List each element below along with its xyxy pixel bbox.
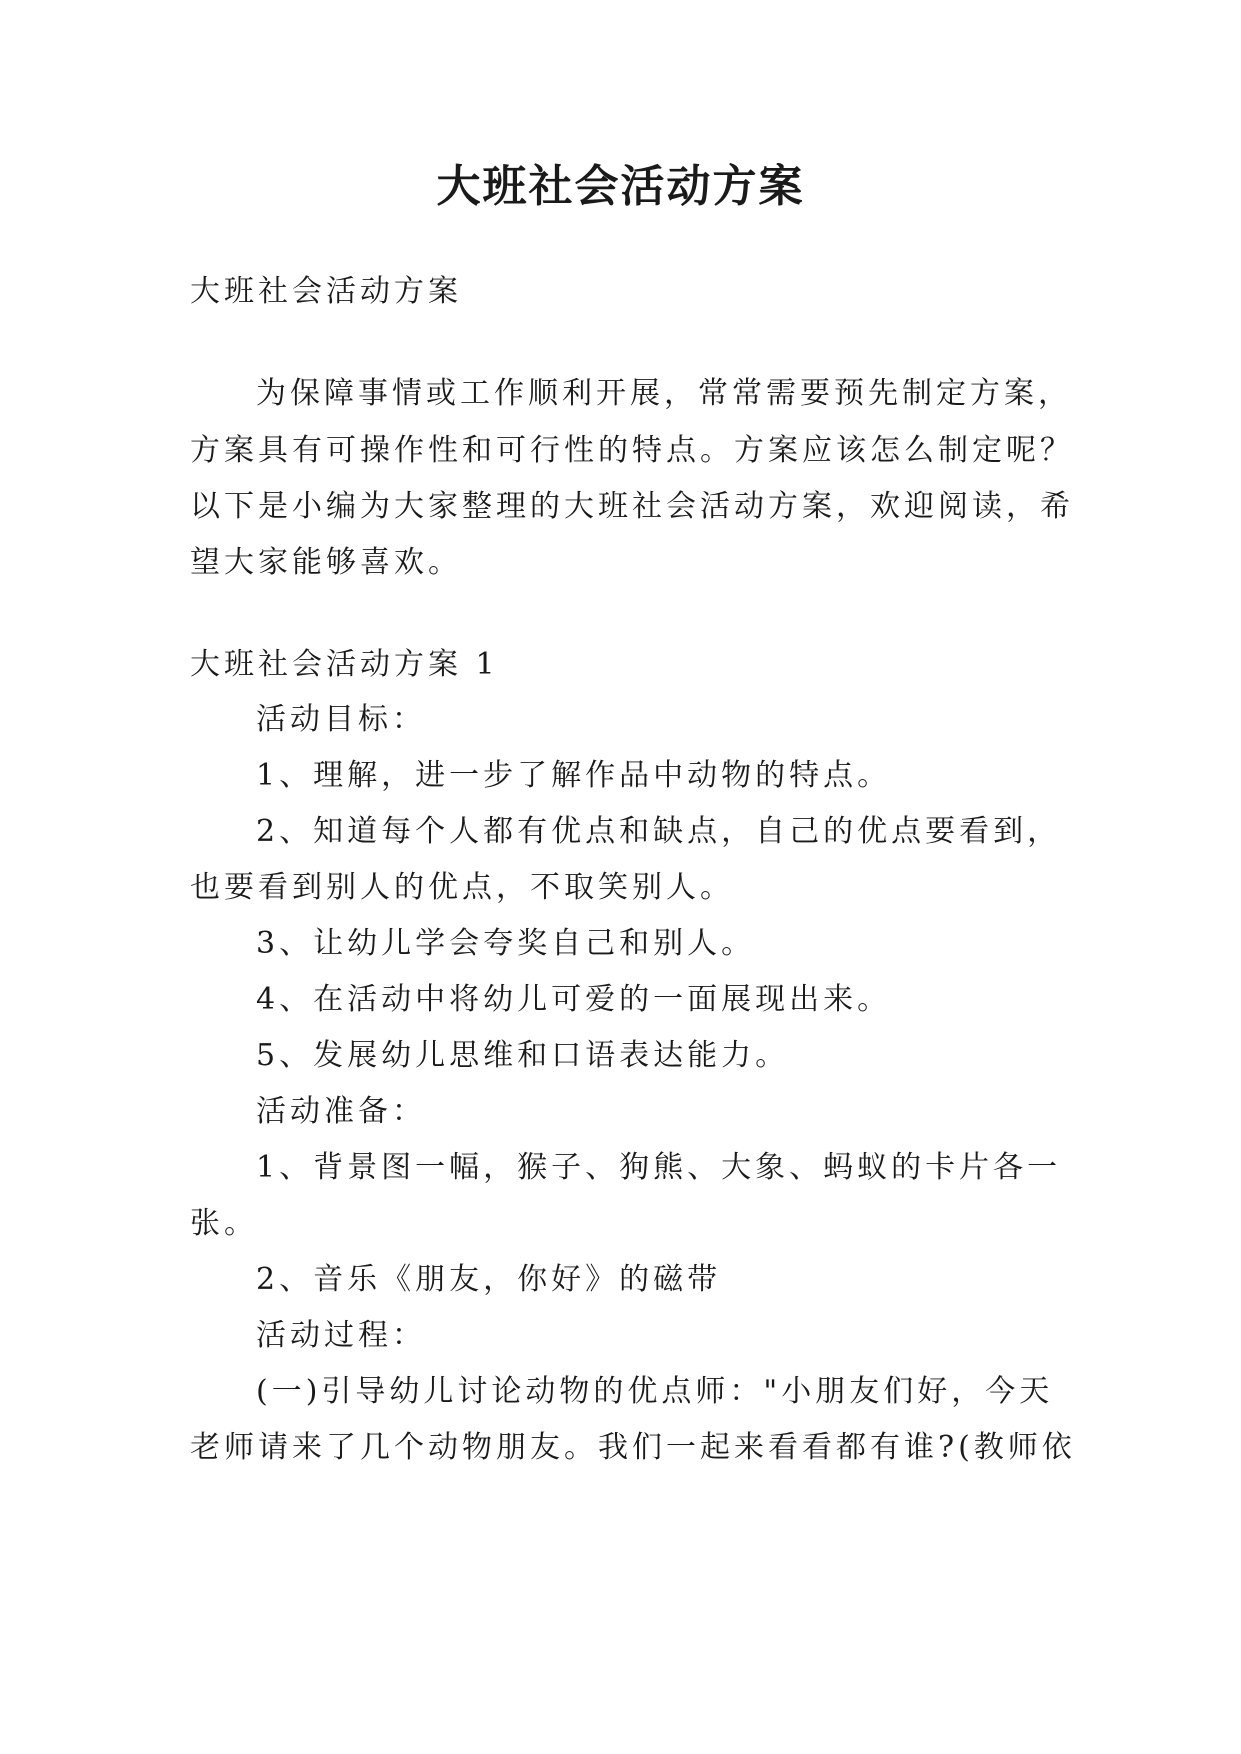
objective-item: 3、让幼儿学会夸奖自己和别人。 bbox=[256, 926, 756, 961]
objective-item: 2、知道每个人都有优点和缺点，自己的优点要看到， bbox=[256, 814, 1062, 849]
intro-line-1: 为保障事情或工作顺利开展，常常需要预先制定方案， bbox=[256, 376, 1072, 411]
objective-item: 5、发展幼儿思维和口语表达能力。 bbox=[256, 1038, 790, 1073]
document-title: 大班社会活动方案 bbox=[436, 161, 805, 212]
subtitle: 大班社会活动方案 bbox=[190, 274, 462, 309]
preparation-item: 1、背景图一幅，猴子、狗熊、大象、蚂蚁的卡片各一 bbox=[256, 1150, 1062, 1185]
intro-line-2: 方案具有可操作性和可行性的特点。方案应该怎么制定呢？ bbox=[190, 433, 1074, 468]
objectives-heading: 活动目标： bbox=[256, 702, 426, 737]
intro-line-4: 望大家能够喜欢。 bbox=[190, 545, 462, 580]
objective-item: 1、理解，进一步了解作品中动物的特点。 bbox=[256, 758, 892, 793]
preparation-item: 2、音乐《朋友，你好》的磁带 bbox=[256, 1262, 722, 1297]
intro-line-3: 以下是小编为大家整理的大班社会活动方案，欢迎阅读，希 bbox=[190, 489, 1074, 524]
objective-item: 4、在活动中将幼儿可爱的一面展现出来。 bbox=[256, 982, 892, 1017]
process-paragraph-line: (一)引导幼儿讨论动物的优点师："小朋友们好，今天 bbox=[256, 1374, 1054, 1409]
section-heading: 大班社会活动方案 1 bbox=[190, 647, 499, 682]
preparation-heading: 活动准备： bbox=[256, 1094, 426, 1129]
objective-item-continued: 也要看到别人的优点，不取笑别人。 bbox=[190, 870, 734, 905]
process-heading: 活动过程： bbox=[256, 1318, 426, 1353]
preparation-item-continued: 张。 bbox=[190, 1206, 258, 1241]
process-paragraph-line: 老师请来了几个动物朋友。我们一起来看看都有谁?(教师依 bbox=[190, 1430, 1076, 1465]
